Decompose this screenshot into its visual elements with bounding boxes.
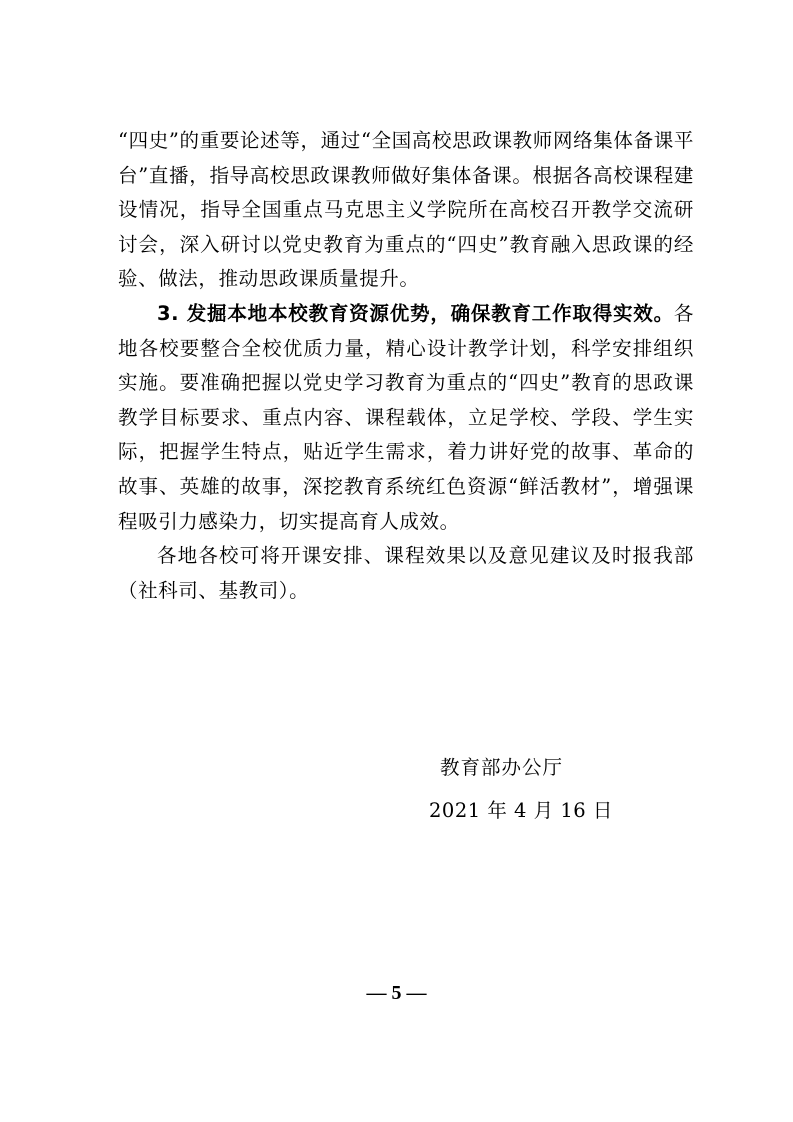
issue-date: 2021 年 4 月 16 日 bbox=[429, 799, 613, 822]
paragraph-continuation: “四史”的重要论述等，通过“全国高校思政课教师网络集体备课平台”直播，指导高校思政课教师做好集体备课。根据各高校课程建设情况，指导全国重点马克思主义学院所在高校召开教学交流研讨会，深入研讨以党史教育为重点的“四史”教育融入思政课的经验、做法，推动思政课质量提升。 bbox=[118, 129, 694, 291]
item-3-heading: 3. 发掘本地本校教育资源优势，确保教育工作取得实效。 bbox=[157, 301, 674, 325]
page-number: — 5 — bbox=[366, 982, 427, 1004]
body-text bbox=[118, 124, 694, 608]
item-3-body: 各地各校要整合全校优质力量，精心设计教学计划，科学安排组织实施。要准确把握以党史学习教育为重点的“四史”教育的思政课教学目标要求、重点内容、课程载体，立足学校、学段、学生实际，把握学生特点，贴近学生需求，着力讲好党的故事、革命的故事、英雄的故事，深挖教育系统红色资源“鲜活教材”，增强课程吸引力感染力，切实提高育人成效。 bbox=[118, 301, 694, 533]
paragraph-item-3 bbox=[118, 297, 694, 539]
paragraph-closing: 各地各校可将开课安排、课程效果以及意见建议及时报我部（社科司、基教司）。 bbox=[118, 544, 694, 602]
issuer-signature: 教育部办公厅 bbox=[440, 756, 564, 779]
